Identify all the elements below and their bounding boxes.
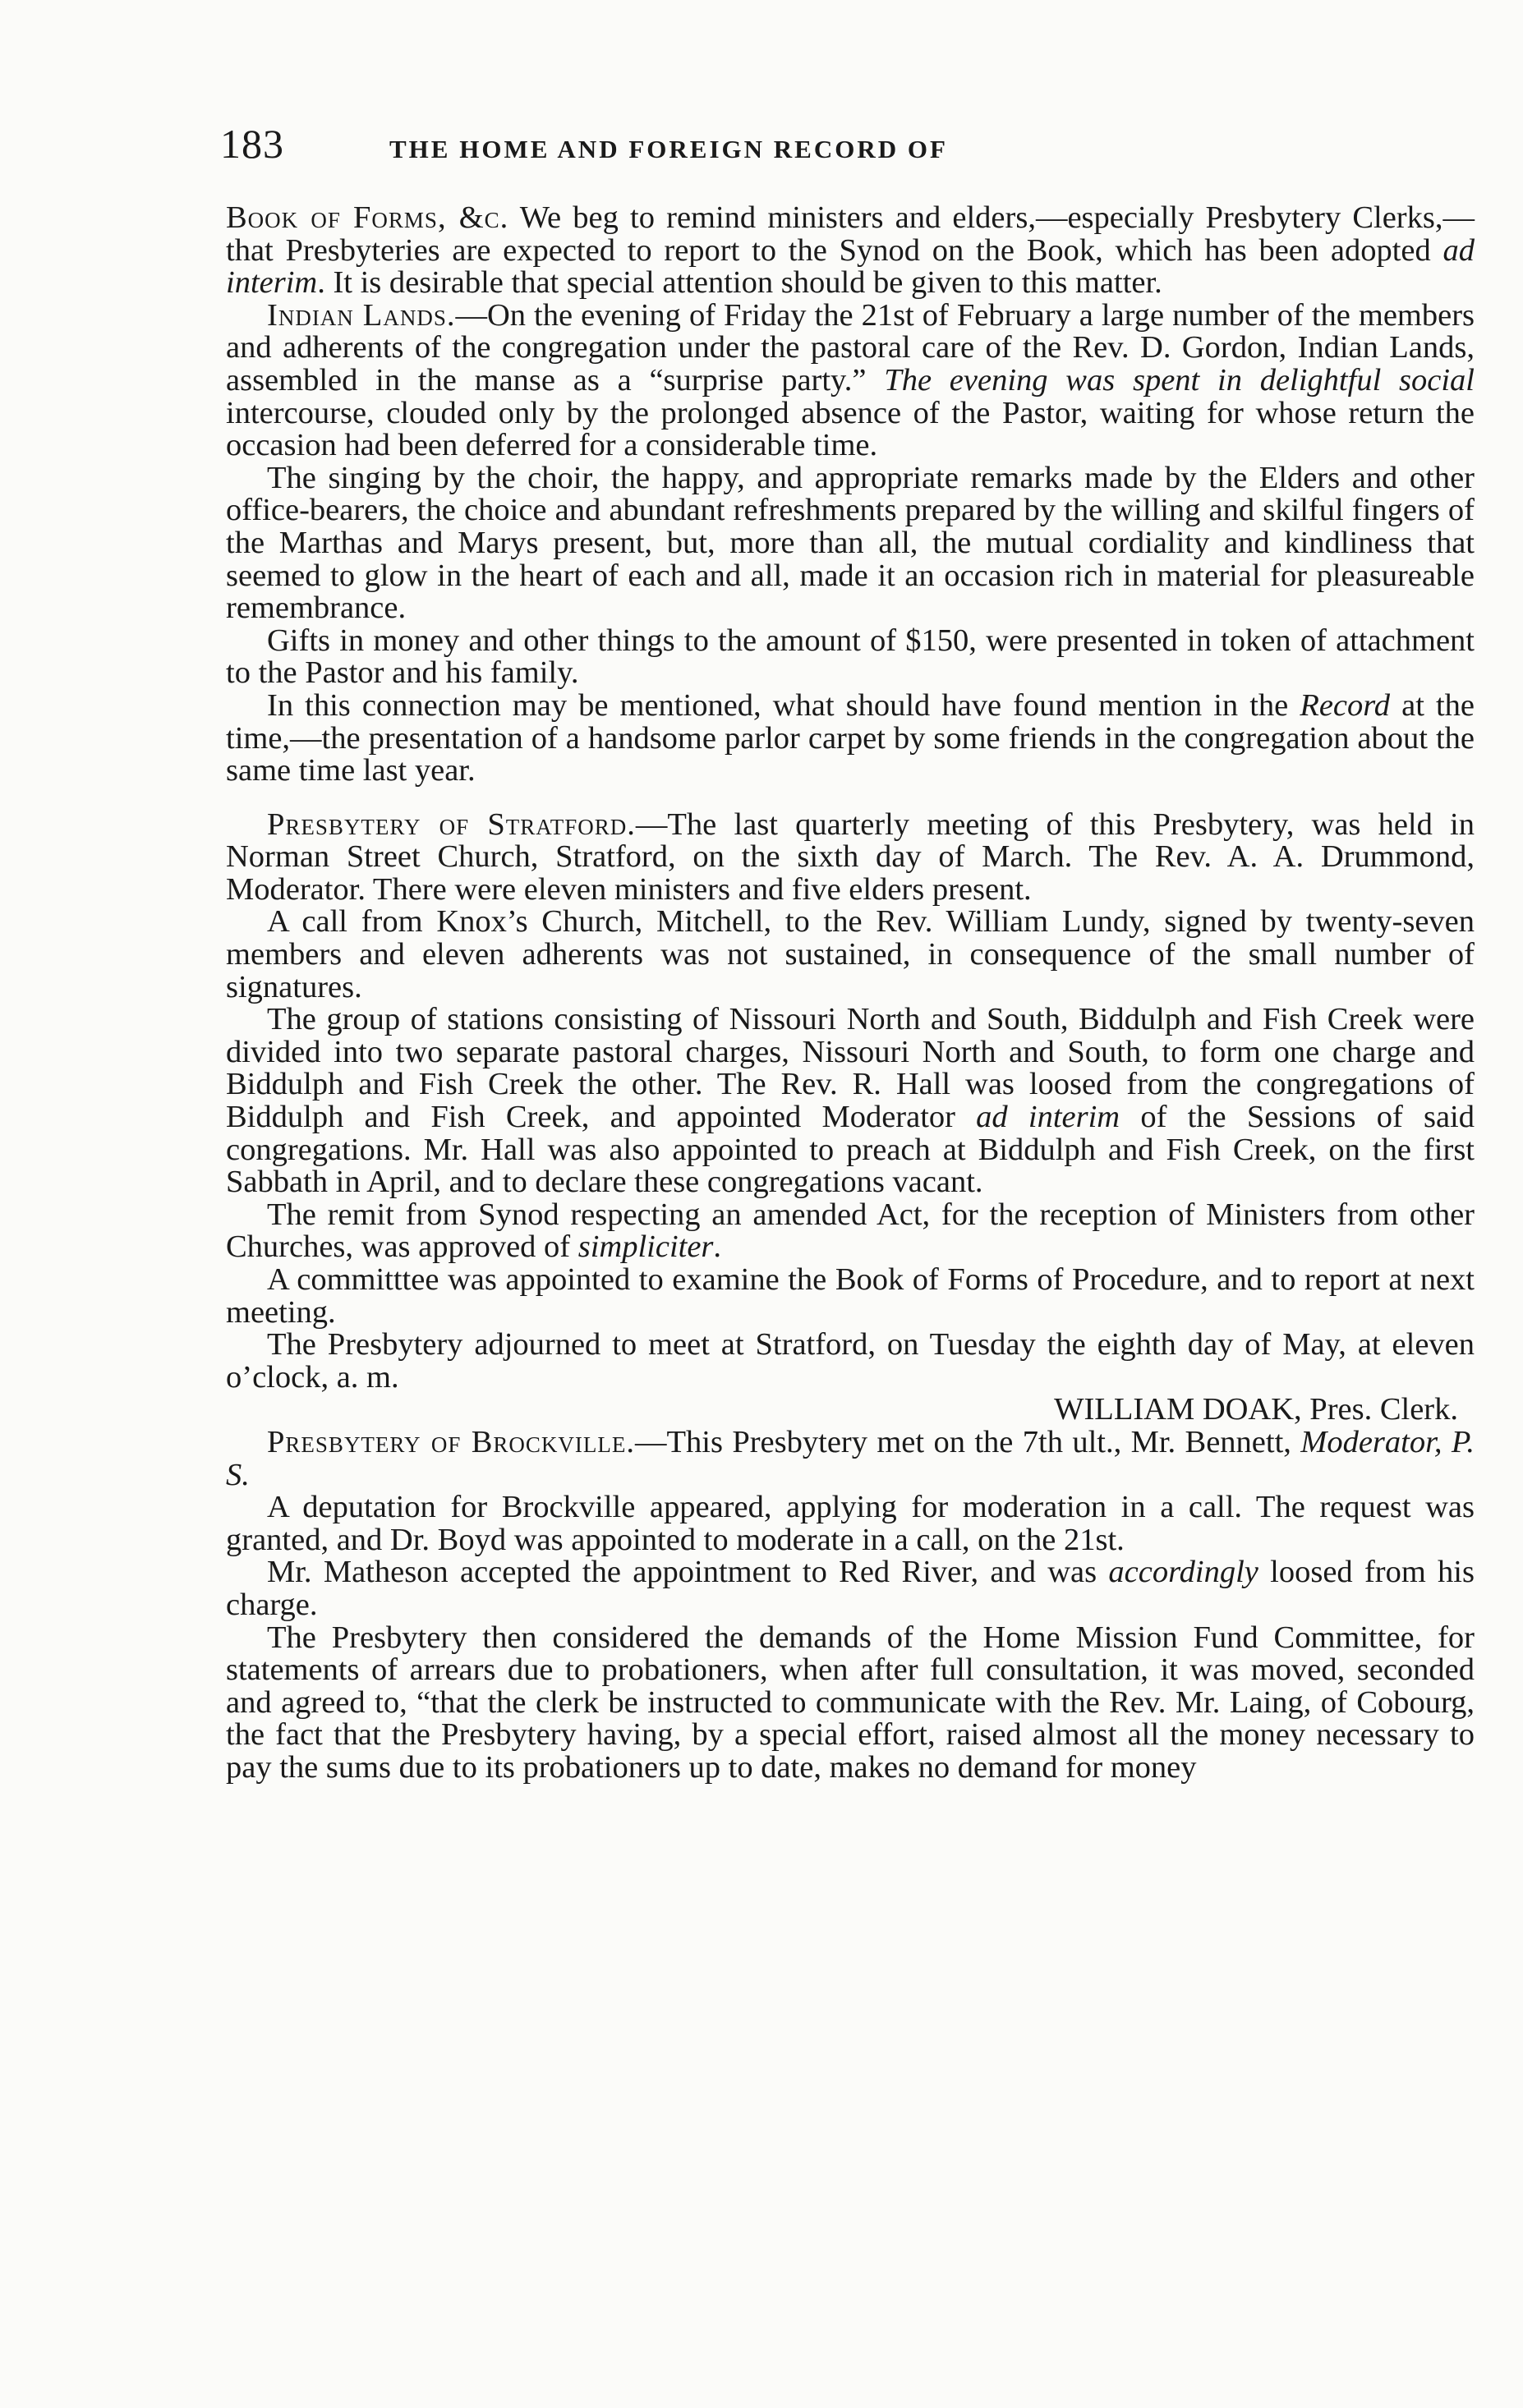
paragraph-book-of-forms [226, 202, 1475, 300]
paragraph-text: intercourse, clouded only by the prolonged absence of the Pastor, waiting for whose return the occasion had been deferred for a considerable time. [226, 395, 1475, 463]
paragraph-brockville [226, 1424, 1475, 1492]
paragraph-committee: A committtee was appointed to examine the Book of Forms of Procedure, and to report at next meeting. [226, 1262, 1475, 1330]
paragraph-connection [226, 687, 1475, 788]
paragraph-stations [226, 1004, 1475, 1199]
paragraph-adjourned: The Presbytery adjourned to meet at Stratford, on Tuesday the eighth day of May, at eleven o’clock, a. m. [226, 1327, 1475, 1395]
paragraph-text: . It is desirable that special attention should be given to this matter. [317, 265, 1162, 301]
paragraph-stratford [226, 806, 1475, 907]
section-heading-stratford: Presbytery of Stratford. [267, 806, 636, 842]
paragraph-text: —The last quarterly meeting of this Presbytery, was held in Norman Street Church, Stratford, on the sixth day of March. The Rev. A. A. Drummond, Moderator. There were eleven ministers and five elders present. [226, 806, 1475, 907]
paragraph-remit [226, 1199, 1475, 1264]
paragraph-text: . [713, 1229, 722, 1265]
paragraph-matheson [226, 1556, 1475, 1621]
page-header [220, 120, 1469, 168]
running-head: THE HOME AND FOREIGN RECORD OF [389, 135, 948, 163]
paragraph-text: We beg to remind ministers and elders,—especially Presbytery Clerks,—that Presbyteries are expected to report to the Synod on the Book, which has been adopted [226, 200, 1475, 268]
paragraph-text: Mr. Matheson accepted the appointment to Red River, and was [267, 1555, 1109, 1590]
italic-text: simpliciter [577, 1229, 714, 1265]
paragraph-text: In this connection may be mentioned, what should have found mention in the [267, 687, 1300, 723]
paragraph-text: The group of stations consisting of Nissouri North and South, Biddulph and Fish Creek were divided into two separate pastoral charges, Nissouri North and South, to form one charge and Biddulph and Fish Creek the other. The Rev. R. Hall was loosed from the congregations of Biddulph and Fish Creek, and appointed Moderator [226, 1002, 1475, 1135]
italic-text: accordingly [1108, 1555, 1258, 1590]
italic-text: Record [1300, 687, 1391, 723]
italic-text: The evening was spent in delightful social [884, 362, 1475, 398]
paragraph-text: loosed from his charge. [226, 1555, 1475, 1622]
section-heading-indian-lands: Indian Lands. [267, 297, 456, 333]
page-number: 183 [220, 121, 284, 167]
italic-text: ad interim [976, 1100, 1120, 1135]
paragraph-call-knox: A call from Knox’s Church, Mitchell, to the Rev. William Lundy, signed by twenty-seven members and eleven adherents was not sustained, in consequence of the small number of signatures. [226, 904, 1475, 1004]
section-heading-brockville: Presbytery of Brockville. [267, 1424, 635, 1459]
italic-text: Moderator, P. S. [226, 1424, 1475, 1492]
paragraph-gifts: Gifts in money and other things to the amount of $150, were presented in token of attachment to the Pastor and his family. [226, 623, 1475, 691]
section-heading-book-of-forms: Book of Forms, &c. [226, 200, 509, 235]
paragraph-indian-lands [226, 297, 1475, 463]
signature-line: WILLIAM DOAK, Pres. Clerk. [1054, 1392, 1458, 1427]
article-body [226, 202, 1475, 1785]
paragraph-text: at the time,—the presentation of a handsome parlor carpet by some friends in the congregation about the same time last year. [226, 687, 1475, 788]
paragraph-text: —This Presbytery met on the 7th ult., Mr. Bennett, [635, 1424, 1301, 1459]
paragraph-deputation: A deputation for Brockville appeared, applying for moderation in a call. The request was granted, and Dr. Boyd was appointed to moderate in a call, on the 21st. [226, 1490, 1475, 1557]
paragraph-home-mission: The Presbytery then considered the demands of the Home Mission Fund Committee, for statements of arrears due to probationers, when after full consultation, it was moved, seconded and agreed to, “that the clerk be instructed to communicate with the Rev. Mr. Laing, of Cobourg, the fact that the Presbytery having, by a special effort, raised almost all the money necessary to pay the sums due to its probationers up to date, makes no demand for money [226, 1620, 1475, 1785]
paragraph-singing: The singing by the choir, the happy, and appropriate remarks made by the Elders and other office-bearers, the choice and abundant refreshments prepared by the willing and skilful fingers of the Marthas and Marys present, but, more than all, the mutual cordiality and kindliness that seemed to glow in the heart of each and all, made it an occasion rich in material for pleasureable remembrance. [226, 460, 1475, 626]
italic-text: ad interim [226, 232, 1475, 301]
paragraph-text: of the Sessions of said congregations. Mr. Hall was also appointed to preach at Biddulph and Fish Creek, on the first Sabbath in April, and to declare these congregations vacant. [226, 1100, 1475, 1200]
paragraph-text: The remit from Synod respecting an amended Act, for the reception of Ministers from other Churches, was approved of [226, 1197, 1475, 1265]
paragraph-text: —On the evening of Friday the 21st of February a large number of the members and adherents of the congregation under the pastoral care of the Rev. D. Gordon, Indian Lands, assembled in the manse as a “surprise party.” [226, 297, 1475, 398]
